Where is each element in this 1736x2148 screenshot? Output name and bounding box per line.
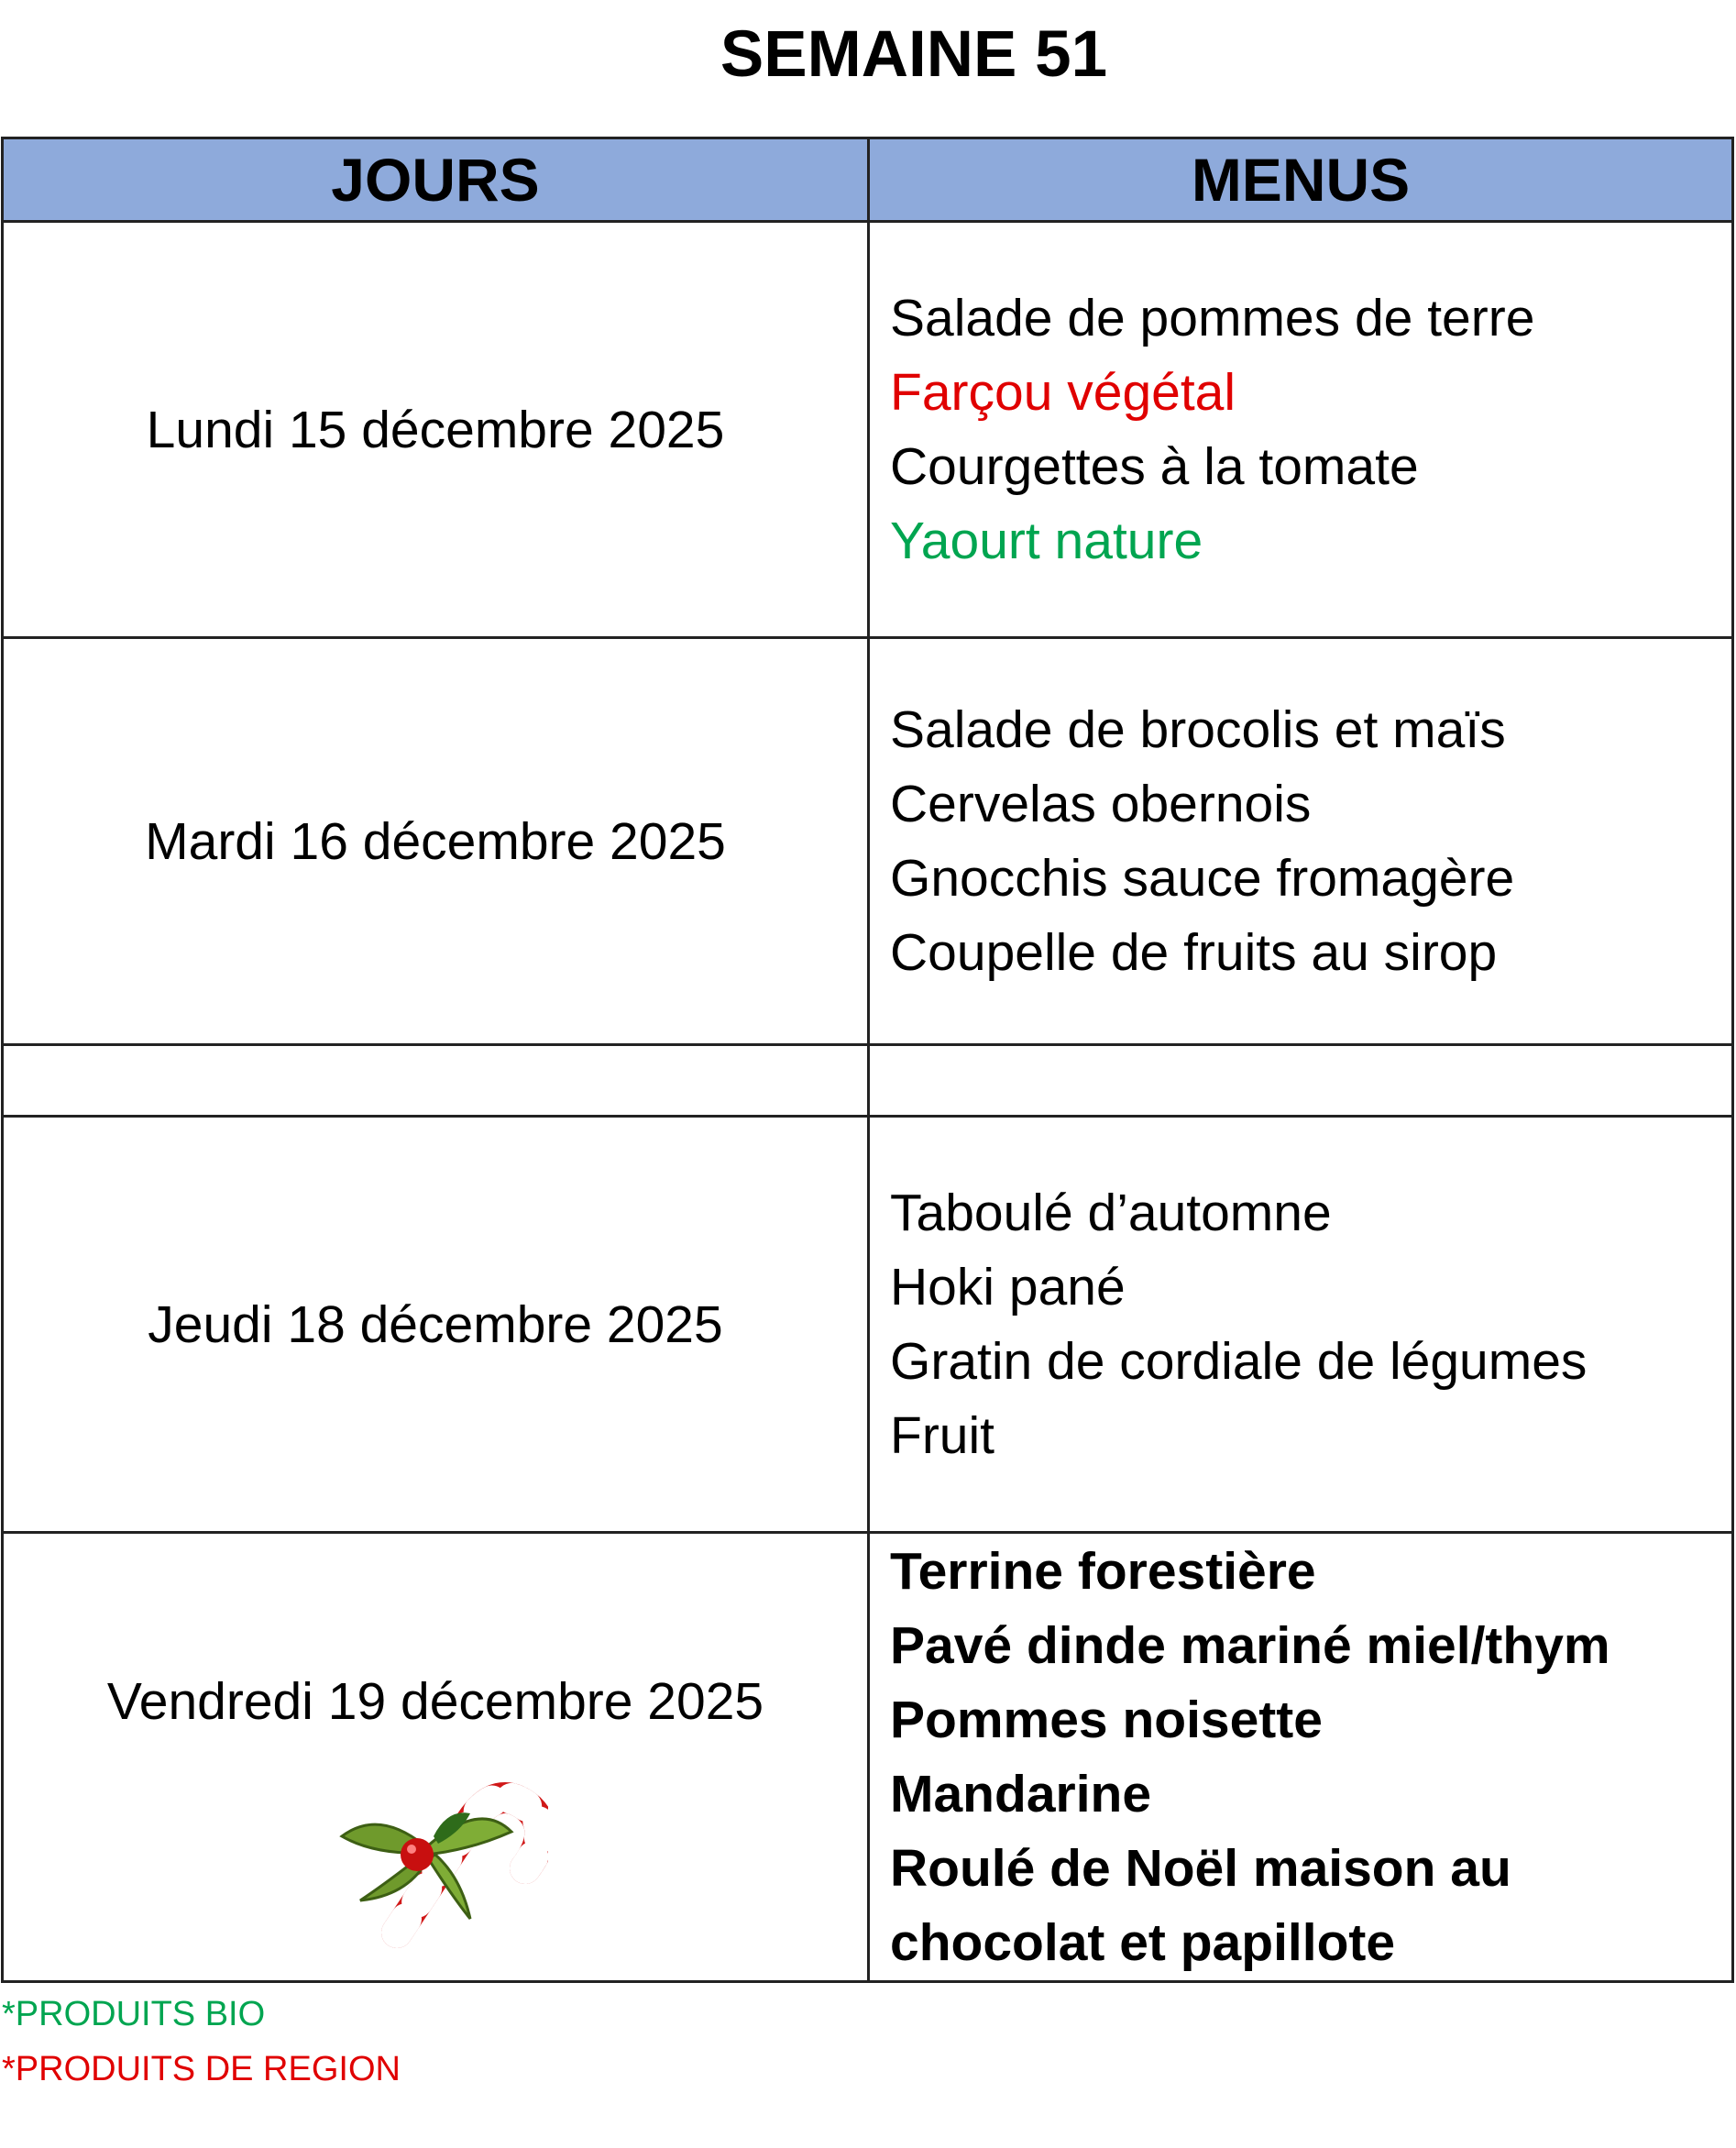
day-label: Vendredi 19 décembre 2025 <box>106 1672 764 1731</box>
header-jours: JOURS <box>3 138 869 222</box>
menu-item: Roulé de Noël maison au <box>890 1838 1511 1898</box>
menu-item: Fruit <box>890 1405 994 1465</box>
table-header-row <box>3 138 1733 222</box>
menu-item: Pommes noisette <box>890 1690 1323 1749</box>
day-cell: Lundi 15 décembre 2025 <box>3 222 869 638</box>
menu-item: Coupelle de fruits au sirop <box>890 922 1498 982</box>
menu-item: Terrine forestière <box>890 1541 1316 1601</box>
menu-item: Hoki pané <box>890 1257 1126 1316</box>
day-cell <box>3 1533 869 1982</box>
menu-item: Taboulé d’automne <box>890 1183 1332 1242</box>
legend-region: *PRODUITS DE REGION <box>2 2050 401 2088</box>
legend-bio: *PRODUITS BIO <box>2 1995 266 2033</box>
menu-item: Salade de pommes de terre <box>890 288 1535 347</box>
menu-item: Mandarine <box>890 1764 1152 1823</box>
menu-item-region: Farçou végétal <box>890 362 1236 422</box>
candy-cane-icon <box>324 1745 548 1948</box>
day-cell: Jeudi 18 décembre 2025 <box>3 1117 869 1533</box>
table-row <box>3 1117 1733 1533</box>
menu-cell <box>869 222 1733 638</box>
menu-cell-special <box>869 1533 1733 1982</box>
menu-item: Gnocchis sauce fromagère <box>890 848 1515 908</box>
empty-row <box>3 1045 1733 1117</box>
menu-item: Courgettes à la tomate <box>890 436 1419 496</box>
menu-table <box>1 137 1734 1983</box>
menu-item: Gratin de cordiale de légumes <box>890 1331 1588 1391</box>
header-menus: MENUS <box>869 138 1733 222</box>
empty-cell <box>869 1045 1733 1117</box>
menu-item: Cervelas obernois <box>890 774 1312 833</box>
table-row <box>3 638 1733 1045</box>
table-row <box>3 1533 1733 1982</box>
menu-item: Pavé dinde mariné miel/thym <box>890 1615 1610 1675</box>
page-title: SEMAINE 51 <box>720 18 1108 91</box>
table-row <box>3 222 1733 638</box>
menu-item: chocolat et papillote <box>890 1912 1396 1972</box>
menu-cell <box>869 638 1733 1045</box>
empty-cell <box>3 1045 869 1117</box>
menu-item-bio: Yaourt nature <box>890 511 1203 570</box>
day-cell: Mardi 16 décembre 2025 <box>3 638 869 1045</box>
menu-cell <box>869 1117 1733 1533</box>
menu-item: Salade de brocolis et maïs <box>890 699 1506 759</box>
